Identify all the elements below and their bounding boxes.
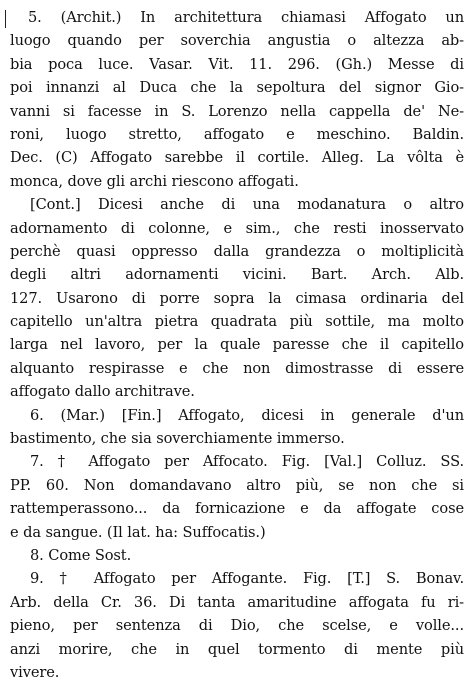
text-line: bastimento, che sia soverchiamente immerso. [10,430,345,448]
text-line: e da sangue. (Il lat. ha: Suffocatis.) [10,523,266,541]
text-line: 8. Come Sost. [30,546,132,564]
text-line: poi innanzi al Duca che la sepoltura del signor Gio- [10,79,464,97]
text-line: [Cont.] Dicesi anche di una modanatura o altro [30,196,464,214]
text-line: Dec. (C) Affogato sarebbe il cortile. Alleg. La vôlta è [10,149,464,167]
text-line: capitello un'altra pietra quadrata più sottile, ma molto [10,313,464,331]
text-line: anzi morire, che in quel tormento di mente più [10,640,464,658]
text-line: perchè quasi oppresso dalla grandezza o moltiplicità [10,242,464,260]
text-line: 6. (Mar.) [Fin.] Affogato, dicesi in generale d'un [30,406,464,424]
text-line: larga nel lavoro, per la quale paresse che il capitello [10,336,464,354]
text-line: 5. (Archit.) In architettura chiamasi Affogato un [28,9,464,26]
text-line: monca, dove gli archi riescono affogati. [10,172,299,190]
text-line: pieno, per sentenza di Dio, che scelse, e volle... [10,617,464,635]
text-line: rattemperassono... da fornicazione e da affogate cose [10,500,464,518]
text-line: 9. † Affogato per Affogante. Fig. [T.] S. Bonav. [30,570,464,588]
text-line: affogato dallo architrave. [10,383,195,401]
text-line: 127. Usarono di porre sopra la cimasa ordinaria del [10,289,464,307]
text-line: Arb. della Cr. 36. Di tanta amaritudine affogata fu ri- [10,593,464,611]
text-line: alquanto respirasse e che non dimostrasse di essere [10,359,464,377]
text-line: adornamento di colonne, e sim., che resti inosservato [10,219,464,237]
text-line: 7. † Affogato per Affocato. Fig. [Val.] Colluz. SS. [30,453,464,471]
text-line: luogo quando per soverchia angustia o altezza ab- [10,32,464,50]
text-line: vivere. [10,663,60,681]
text-line: vanni si facesse in S. Lorenzo nella cappella de' Ne- [10,102,464,120]
margin-rule [5,10,6,28]
text-line: degli altri adornamenti vicini. Bart. Arch. Alb. [10,266,464,284]
text-line: roni, luogo stretto, affogato e meschino. Baldin. [10,125,464,143]
text-line: PP. 60. Non domandavano altro più, se non che si [10,476,464,494]
text-line: bia poca luce. Vasar. Vit. 11. 296. (Gh.) Messe di [10,55,464,73]
